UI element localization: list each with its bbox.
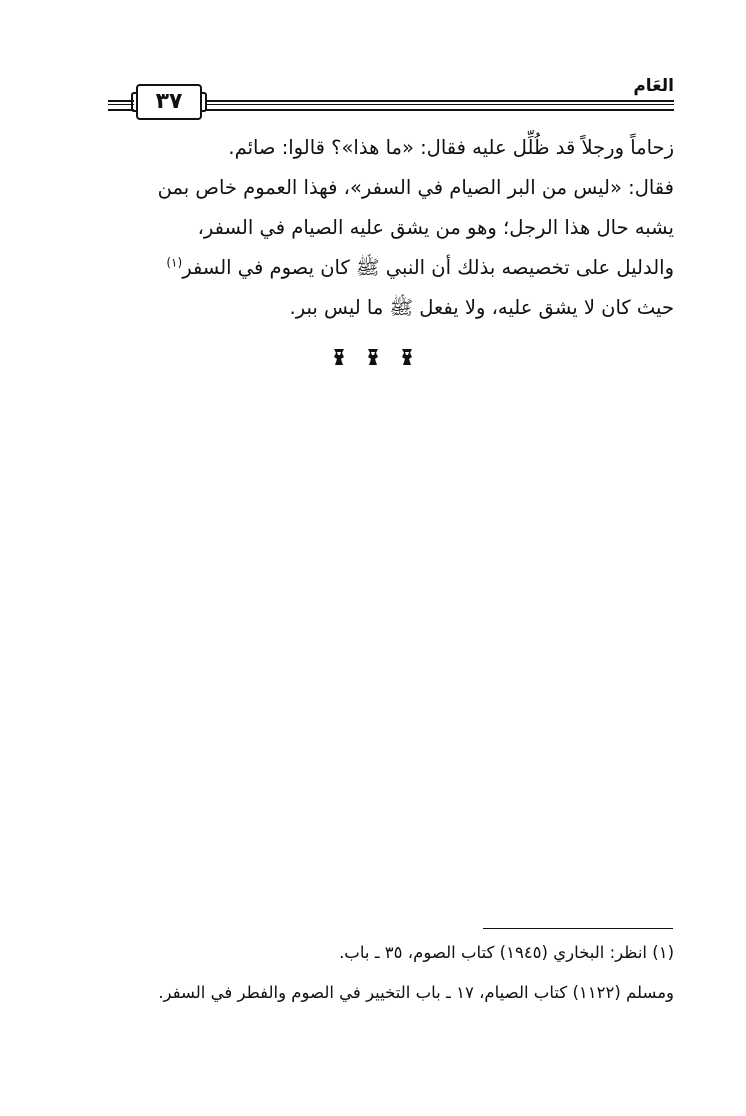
footnote-reference: (١) [166, 255, 183, 270]
header-rule-right [205, 100, 674, 111]
page-number: ٣٧ [155, 89, 183, 114]
body-text [108, 128, 674, 328]
body-line-text: والدليل على تخصيصه بذلك أن النبي ﷺ كان يصوم في السفر [182, 256, 674, 279]
page-number-frame [136, 84, 202, 120]
body-line: فقال: «ليس من البر الصيام في السفر»، فهذا العموم خاص بمن [157, 176, 674, 199]
chapter-title: العَام [633, 76, 674, 96]
section-divider-ornaments [0, 348, 746, 366]
footnotes [108, 936, 674, 1010]
body-line: يشبه حال هذا الرجل؛ وهو من يشق عليه الصيام في السفر، [197, 216, 674, 239]
ornament-icon [400, 348, 414, 366]
body-line: حيث كان لا يشق عليه، ولا يفعل ﷺ ما ليس ببر. [289, 296, 674, 319]
footnote-separator [483, 928, 673, 929]
ornament-icon [332, 348, 346, 366]
body-line: زحاماً ورجلاً قد ظُلِّل عليه فقال: «ما هذا»؟ قالوا: صائم. [228, 136, 674, 159]
page-header [108, 74, 674, 124]
footnote-1-continued: ومسلم (١١٢٢) كتاب الصيام، ١٧ ـ باب التخيير في الصوم والفطر في السفر. [158, 983, 674, 1002]
body-line [108, 248, 674, 288]
ornament-icon [366, 348, 380, 366]
footnote-1: (١) انظر: البخاري (١٩٤٥) كتاب الصوم، ٣٥ ـ باب. [339, 943, 674, 962]
